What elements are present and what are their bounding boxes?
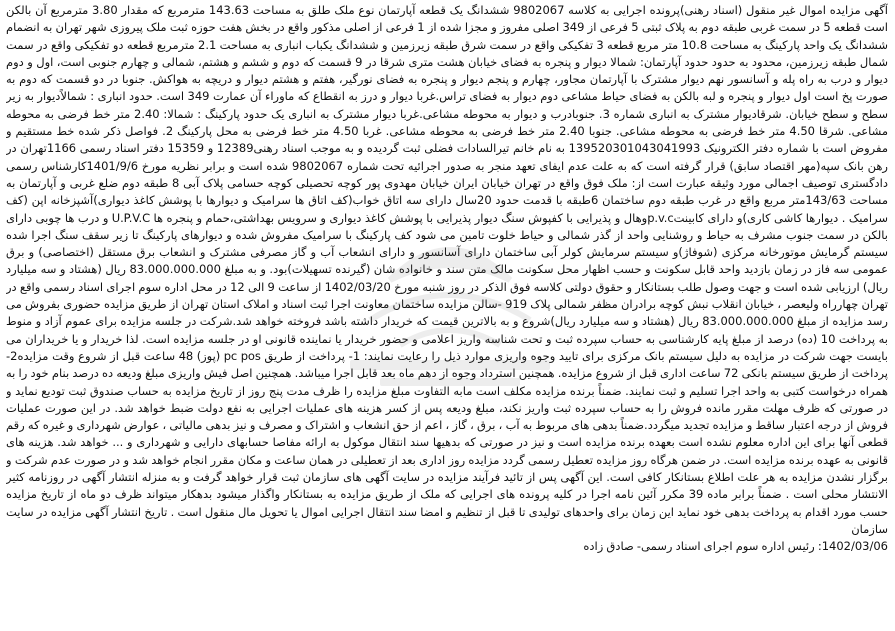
notice-body-text: آگهی مزایده اموال غیر منقول (اسناد رهنی)پرونده اجرایی به کلاسه 9802067 ششدانگ یک قطعه آپارتمان نوع ملک طلق به مساحت 143.63 مترمربع که مقدار 3.80 مترمربع آن بالکن است قطعه 5 در سمت غربی طبقه دوم به پلاک ثبتی 5 فرعی از 349 اصلی مفروز و مجزا شده از 1 فرعی از اصلی مذکور واقع در بخش هفت حوزه ثبت ملک پیروزی شهر تهران به انضمام ششدانگ یک واحد پارکینگ به مساحت 10.8 متر مربع قطعه 3 تفکیکی واقع در سمت شرق طبقه زیرزمین و ششدانگ یکباب انباری به مساحت 2.1 مترمربع قطعه دو تفکیکی واقع در سمت شمال طبقه زیرزمین، محدود به حدود حدود آپارتمان: شمالا دیوار و پنجره به فضای خیابان هشت متری شرقا در 9 قسمت که دوم و ششم و هشتم، شمالی و چهارم جنوبی است، اول و دوم دیوار و درب به راه پله و آسانسور نهم دیوار مشترک با آپارتمان مجاور، چهارم و پنجم دیوار و پنجره به فضای نورگیر، هفتم و هشتم دیوار و دریچه به هواکش. جنوبا در دو قسمت که دوم به صورت پخ است اول دیوار و پنجره و لبه بالکن به فضای حیاط مشاعی دوم دیوار به فضای تراس.غربا دیوار و درز به انقطاع که ماوراء آن عمارت 349 است. حدود انباری : شمالاًدیوار به زیر سطح و سطح خیابان. شرقادیوار مشترک به انباری شماره 3. جنوبادرب و دیوار به محوطه مشاعی.غربا دیوار مشترک به انباری یک حدود پارکینگ : شمالا: 2.40 متر خط فرضی به محوطه مشاعی. شرقا 4.50 متر خط فرضی به محوطه مشاعی. جنوبا 2.40 متر خط فرضی به محوطه مشاعی. غربا 4.50 متر خط فرضی به محل پارکینگ 2. فواصل ذکر شده خط مستقیم و مفروض است با شماره دفتر الکترونیک 139520301043041993 به نام خانم تیرالسادات فضلی ثبت گردیده و به موجب اسناد رهنی12389 و 15359 دفتر اسناد رسمی 1166تهران در رهن بانک سپه(مهر اقتصاد سابق) قرار گرفته است که به علت عدم ایفای تعهد منجر به صدور اجرائیه تحت شماره 9802067 شده است و برابر نظریه مورخ 1401/9/6کارشناس رسمی دادگستری توصیف اجمالی مورد وثیقه عبارت است از: ملک فوق واقع در تهران خیابان ایران خیابان مهدوی پور کوچه تحصیلی کوچه حسامی پلاک آبی 8 طبقه دوم ضلع غربی و آپارتمان به مساحت 143/63متر مربع واقع در غرب طبقه دوم ساختمان 6طبقه با قدمت حدود 20سال دارای سه اتاق خواب(کف اتاق ها سرامیک و دیوارها با پوشش کاغذ دیواری)آشپزخانه اپن (کف سرامیک . دیوارها کاشی کاری)و دارای کابینتp.v.cوهال و پذیرایی با کفپوش سنگ دیوار پذیرایی با پوشش کاغذ دیواری و سرویس بهداشتی،حمام و پنجره ها U.P.V.C و درب ها چوبی دارای بالکن در سمت جنوب مشرف به حیاط و روشنایی واحد از گذر شمالی و حیاط خلوت تامین می شود کف پارکینگ با سرامیک مفروش شده و دیوارهای پارکینگ تا زیر سقف سنگ اجرا شده سیستم گرمایش موتورخانه مرکزی (شوفاژ)و سیستم سرمایش کولر آبی ساختمان دارای آسانسور و دارای انشعاب آب و گاز مصرفی مشترک و انشعاب برق مستقل (اختصاصی) و برق عمومی سه فاز در زمان بازدید واحد قابل سکونت و حسب اظهار محل سکونت مالک متن سند و خانواده شان (گیرنده تسهیلات)بود. و به مبلغ 83.000.000.000 ریال (هشتاد و سه میلیارد ریال) ارزیابی شده است و جهت وصول طلب بستانکار و حقوق دولتی کلاسه فوق الذکر در روز شنبه مورخ 1402/03/20 از ساعت 9 الی 12 در محل اداره سوم اجرای اسناد رسمی واقع در تهران چهارراه ولیعصر ، خیابان انقلاب نبش کوچه برادران مظفر شمالی پلاک 919 -سالن مزایده ساختمان معاونت اجرا ثبت اسناد و املاک استان تهران از طریق مزایده حضوری بفروش می رسد مزایده از مبلغ 83.000.000.000 ریال (هشتاد و سه میلیارد ریال)شروع و به بالاترین قیمت که خریدار داشته باشد فروخته خواهد شد.شرکت در جلسه مزایده برای عموم آزاد و منوط به پرداخت 10 (ده) درصد از مبلغ پایه کارشناسی به حساب سپرده ثبت و تحت شناسه واریز اعلامی و حضور خریدار یا نماینده قانونی او در جلسه مزایده است. لذا خریدار و یا خریداران می بایست جهت شرکت در مزایده به دلیل سیستم بانک مرکزی برای تایید وجوه واریزی موارد ذیل را رعایت نمایند: 1- پرداخت از طریق pc pos (پوز) 48 ساعت قبل از شروع وقت مزایده2- پرداخت از طریق سیستم بانکی 72 ساعت اداری قبل از شروع مزایده. همچنین استرداد وجوه از دهم ماه بعد قابل اجرا میباشد. همچنین اصل فیش واریزی مبلغ ودیعه ده درصد بنام خود را به همراه درخواست کتبی به واحد اجرا تسلیم و ثبت نمایند. ضمناً برنده مزایده مکلف است مابه التفاوت مبلغ مزایده را ظرف مدت پنج روز از تاریخ مزایده به حساب صندوق ثبت تودیع نماید و در صورتی که ظرف مهلت مقرر مانده فروش را به حساب سپرده ثبت واریز نکند، مبلغ ودیعه پس از کسر هزینه های عملیات اجرایی به نفع دولت ضبط خواهد شد. در این صورت عملیات فروش از درجه اعتبار ساقط و مزایده تجدید میگردد.ضمناً بدهی های مربوط به آب ، برق ، گاز ، اعم از حق انشعاب و اشتراک و مصرف و نیز بدهی مالیاتی ، عوارض شهرداری و غیره که رقم قطعی آنها برای این اداره معلوم نشده است بعهده برنده مزایده است و نیز در صورتی که بدهیها سند انتقال موکول به ارائه مفاصا حسابهای دارایی و شهرداری و ... خواهد شد. هزینه های قانونی به عهده برنده مزایده است. در ضمن هرگاه روز مزایده تعطیل رسمی گردد مزایده روز اداری بعد از تعطیلی در همان ساعت و مکان مقرر انجام خواهد شد و در صورت عدم شرکت و برگزار نشدن مزایده به هر علت اطلاع بستانکار کافی است. این آگهی پس از تائید فرآیند مزایده در سایت آگهی های سازمان ثبت قرار خواهد گرفت و به منزله انتشار آگهی در روزنامه کثیر الانتشار محلی است . ضمناً برابر ماده 39 مکرر آئین نامه اجرا در کلیه پرونده های اجرایی که ملک از طریق مزایده به بستانکار واگذار میشود بدهکار میتواند ظرف دو ماه از تاریخ مزایده حسب مورد اقدام به پرداخت بدهی خود نماید این زمان برای واحدهای تولیدی تا قبل از تنظیم و امضا سند انتقال اجرایی اموال یا تحویل مال منقول است . تاریخ انتشار آگهی مزایده در سایت سازمان — [6, 3, 888, 536]
auction-notice — [6, 2, 888, 628]
notice-signature: 1402/03/06: رئیس اداره سوم اجرای اسناد رسمی- صادق زاده — [583, 539, 888, 554]
